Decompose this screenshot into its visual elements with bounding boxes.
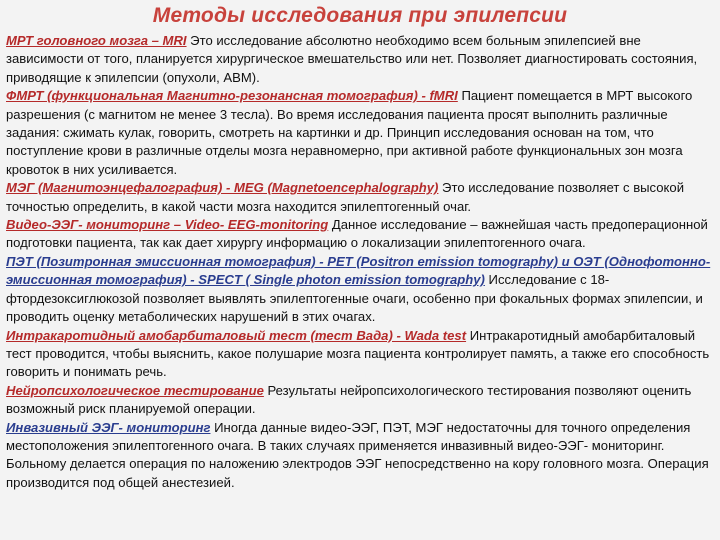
- paragraph-fmri: [6, 87, 714, 179]
- desc-invasive-eeg: Иногда данные видео-ЭЭГ, ПЭТ, МЭГ недостаточны для точного определения местоположения эпилептогенного очага. В таких случаях применяется инвазивный видео-ЭЭГ- мониторинг. Больному делается операция по наложению электродов ЭЭГ непосредственно на кору головного мозга. Операция производится под общей анестезией.: [6, 419, 709, 490]
- paragraph-pet-spect: [6, 253, 714, 327]
- desc-mri: Это исследование абсолютно необходимо всем больным эпилепсией вне зависимости от того, планируется хирургическое вмешательство или нет. Позволяет диагностировать состояния, приводящие к эпилепсии (опухоли, АВМ).: [6, 33, 698, 85]
- desc-neuropsych: Результаты нейропсихологического тестирования позволяют оценить возможный риск планируемой операции.: [6, 382, 692, 417]
- desc-video-eeg: Данное исследование – важнейшая часть предоперационной подготовки пациента, так как дает хирургу информацию о локализации эпилептогенного очага.: [6, 217, 708, 251]
- term-invasive-eeg: Инвазивный ЭЭГ- мониторинг: [6, 419, 211, 435]
- paragraph-invasive-eeg: [6, 419, 714, 493]
- term-wada: Интракаротидный амобарбиталовый тест (тест Вада) - Wada test: [6, 327, 467, 343]
- desc-wada: Интракаротидный амобарбиталовый тест проводится, чтобы выяснить, какое полушарие мозга пациента контролирует память, а также его способность говорить и понимать речь.: [6, 327, 710, 380]
- slide-title: Методы исследования при эпилепсии: [152, 4, 568, 27]
- term-video-eeg: Видео-ЭЭГ- мониторинг – Video- EEG-monitoring: [6, 217, 329, 233]
- paragraph-meg: [6, 179, 714, 216]
- term-meg: МЭГ (Магнитоэнцефалография) - MEG (Magnetoencephalography): [6, 180, 439, 196]
- desc-meg: Это исследование позволяет с высокой точностью определить, в какой части мозга находится эпилептогенный очаг.: [6, 180, 685, 214]
- term-mri: МРТ головного мозга – MRI: [6, 33, 187, 48]
- term-neuropsych: Нейропсихологическое тестирование: [6, 382, 264, 398]
- term-fmri: ФМРТ (функциональная Магнитно-резонансная томография) - fMRI: [6, 88, 458, 104]
- paragraph-mri: [6, 32, 714, 87]
- term-pet-spect: ПЭТ (Позитронная эмиссионная томография) - PET (Positron emission tomography) и ОЭТ (Однофотонно-эмиссионная томография) - SPECT ( Single photon emission tomography): [6, 253, 711, 288]
- slide-body: [6, 32, 714, 492]
- paragraph-video-eeg: [6, 216, 714, 253]
- paragraph-neuropsych: [6, 382, 714, 419]
- desc-fmri: Пациент помещается в МРТ высокого разрешения (с магнитом не менее 3 тесла). Во время исследования пациента просят выполнить различные задания: сжимать кулак, говорить, смотреть на картинки и др. Принцип исследования основан на том, что поступление крови в различные отделы мозга неравномерно, при активной работе функциональных зон мозга кровоток в них усиливается.: [6, 88, 693, 177]
- desc-pet-spect: Исследование с 18-фтордезоксиглюкозой позволяет выявлять эпилептогенные очаги, особенно при фокальных формах эпилепсии, и проводить оценку метаболических нарушений в этих очагах.: [6, 272, 703, 325]
- paragraph-wada: [6, 327, 714, 382]
